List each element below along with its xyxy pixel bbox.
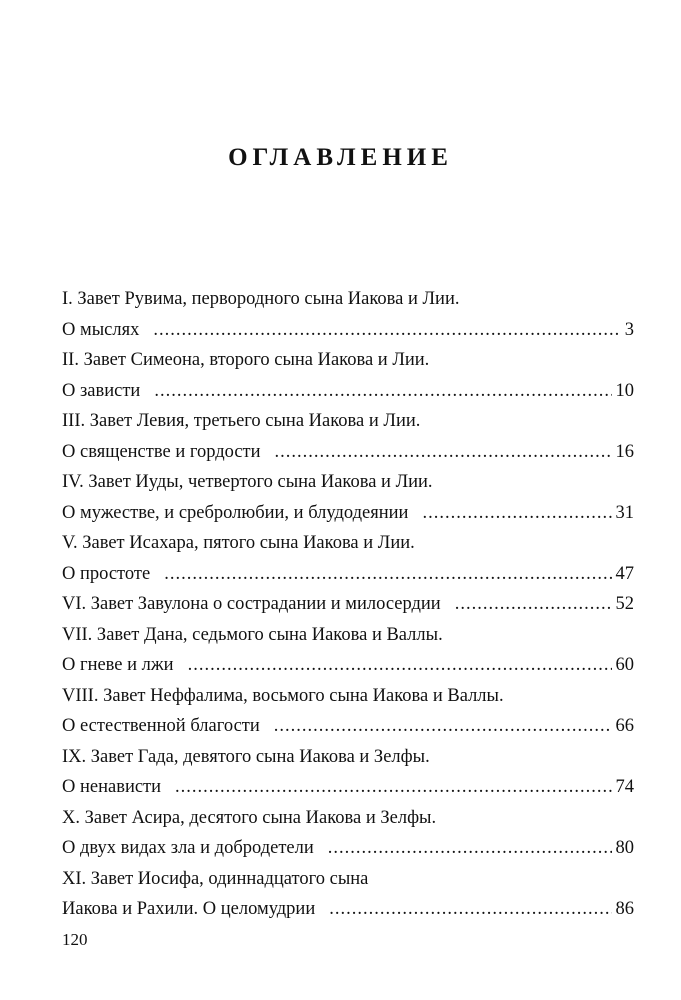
- table-of-contents: [62, 284, 634, 925]
- dot-leader: [154, 376, 611, 407]
- toc-heading: VIII. Завет Неффалима, восьмого сына Иакова и Валлы.: [62, 685, 504, 706]
- toc-entry-label: О священстве и гордости: [62, 441, 261, 462]
- toc-entry-label: О простоте: [62, 563, 151, 584]
- toc-heading: XI. Завет Иосифа, одиннадцатого сына: [62, 868, 369, 889]
- dot-leader: [188, 650, 612, 681]
- toc-entry-label: О двух видах зла и добродетели: [62, 838, 314, 858]
- toc-entry: [62, 650, 634, 681]
- toc-entry: [62, 772, 634, 803]
- dot-leader: [275, 437, 612, 468]
- toc-entry: [62, 589, 634, 620]
- toc-entry: [62, 833, 634, 864]
- toc-heading: V. Завет Исахара, пятого сына Иакова и Лии.: [62, 533, 415, 553]
- toc-entry-label: О зависти: [62, 380, 141, 401]
- toc-heading: I. Завет Рувима, первородного сына Иакова и Лии.: [62, 289, 460, 309]
- page-title: ОГЛАВЛЕНИЕ: [228, 144, 453, 171]
- toc-entry-label: О естественной благости: [62, 716, 260, 736]
- dot-leader: [422, 498, 611, 529]
- toc-page-number: 86: [615, 899, 634, 919]
- dot-leader: [329, 894, 611, 925]
- toc-heading: III. Завет Левия, третьего сына Иакова и Лии.: [62, 411, 421, 431]
- toc-heading: IV. Завет Иуды, четвертого сына Иакова и Лии.: [62, 472, 433, 492]
- dot-leader: [274, 711, 612, 742]
- toc-heading: VII. Завет Дана, седьмого сына Иакова и Валлы.: [62, 624, 443, 645]
- toc-entry-label: О мужестве, и сребролюбии, и блудодеянии: [62, 502, 409, 523]
- toc-entry-label: О гневе и лжи: [62, 655, 174, 675]
- toc-entry-label: О ненависти: [62, 777, 162, 797]
- toc-entry: [62, 559, 634, 590]
- dot-leader: [328, 833, 612, 864]
- toc-entry: [62, 376, 634, 407]
- toc-entry: [62, 315, 634, 346]
- toc-page-number: 52: [615, 594, 634, 614]
- toc-entry-label: VI. Завет Завулона о сострадании и милосердии: [62, 594, 441, 614]
- toc-entry: [62, 894, 634, 925]
- toc-page-number: 74: [615, 777, 634, 797]
- dot-leader: [153, 315, 620, 346]
- toc-page-number: 10: [615, 380, 634, 401]
- toc-entry: [62, 498, 634, 529]
- dot-leader: [455, 589, 612, 620]
- toc-page-number: 80: [615, 838, 634, 858]
- toc-heading: IX. Завет Гада, девятого сына Иакова и Зелфы.: [62, 746, 430, 767]
- toc-page-number: 16: [615, 441, 634, 462]
- toc-entry-label: О мыслях: [62, 319, 140, 340]
- dot-leader: [175, 772, 611, 803]
- toc-heading: II. Завет Симеона, второго сына Иакова и Лии.: [62, 350, 430, 370]
- toc-heading: X. Завет Асира, десятого сына Иакова и Зелфы.: [62, 807, 437, 828]
- toc-page-number: 47: [615, 563, 634, 584]
- toc-entry-label: Иакова и Рахили. О целомудрии: [62, 899, 316, 919]
- toc-entry: [62, 711, 634, 742]
- toc-entry: [62, 437, 634, 468]
- toc-page-number: 3: [624, 319, 634, 340]
- dot-leader: [164, 559, 611, 590]
- page-number: 120: [62, 930, 88, 949]
- toc-page-number: 60: [615, 655, 634, 675]
- toc-page-number: 66: [615, 716, 634, 736]
- toc-page-number: 31: [615, 502, 634, 523]
